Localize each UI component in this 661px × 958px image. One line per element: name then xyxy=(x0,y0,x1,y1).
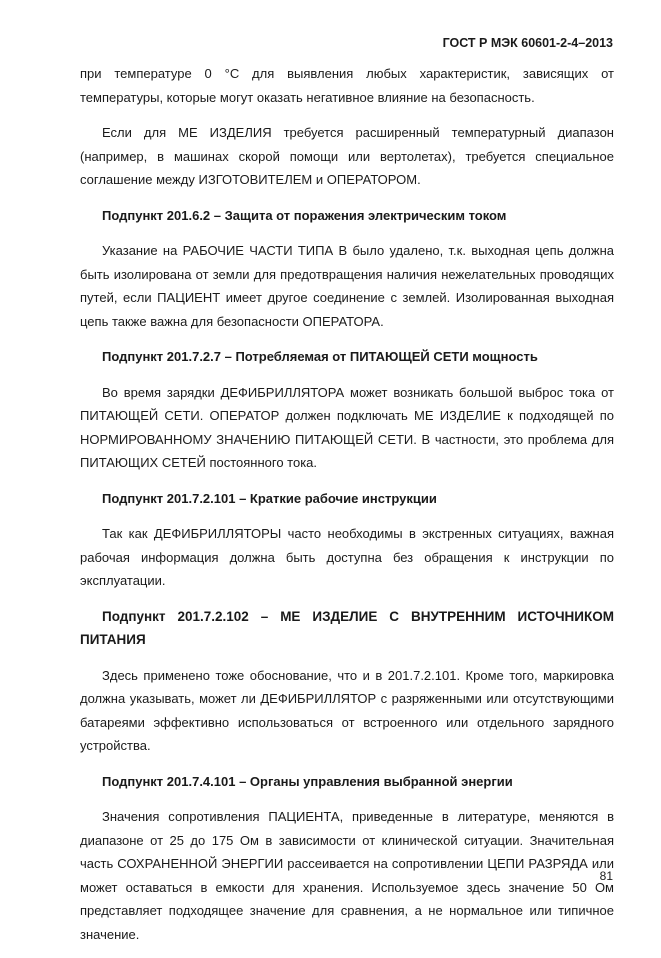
paragraph: Здесь применено тоже обоснование, что и в 201.7.2.101. Кроме того, маркировка должна указывать, может ли ДЕФИБРИЛЛЯТОР с разряженными или отсутствующими батареями эффективно использоваться от встроенного или отдельного зарядного устройства. xyxy=(80,667,614,753)
paragraph: при температуре 0 °С для выявления любых характеристик, зависящих от температуры, которые могут оказать негативное влияние на безопасность. xyxy=(80,66,614,105)
paragraph: Указание на РАБОЧИЕ ЧАСТИ ТИПА В было удалено, т.к. выходная цепь должна быть изолирована от земли для предотвращения наличия нежелательных проводящих путей, если ПАЦИЕНТ имеет другое соединение с землей. Изолированная выходная цепь также важна для безопасности ОПЕРАТОРА. xyxy=(80,243,614,329)
section-heading: Подпункт 201.7.2.102 – МЕ ИЗДЕЛИЕ С ВНУТРЕННИМ ИСТОЧНИКОМ ПИТАНИЯ xyxy=(80,608,614,647)
section-heading: Подпункт 201.7.4.101 – Органы управления выбранной энергии xyxy=(102,773,513,789)
paragraph: Во время зарядки ДЕФИБРИЛЛЯТОРА может возникать большой выброс тока от ПИТАЮЩЕЙ СЕТИ. ОПЕРАТОР должен подключать МЕ ИЗДЕЛИЕ к подходящей по НОРМИРОВАННОМУ ЗНАЧЕНИЮ ПИТАЮЩЕЙ СЕТИ. В частности, это проблема для ПИТАЮЩИХ СЕТЕЙ постоянного тока. xyxy=(80,384,614,470)
section-heading: Подпункт 201.7.2.7 – Потребляемая от ПИТАЮЩЕЙ СЕТИ мощность xyxy=(102,349,538,364)
document-id: ГОСТ Р МЭК 60601-2-4–2013 xyxy=(442,36,613,50)
paragraph: Так как ДЕФИБРИЛЛЯТОРЫ часто необходимы в экстренных ситуациях, важная рабочая информация должна быть доступна без обращения к инструкции по эксплуатации. xyxy=(80,526,614,588)
section-heading: Подпункт 201.6.2 – Защита от поражения электрическим током xyxy=(102,207,507,223)
page-number: 81 xyxy=(599,869,613,883)
paragraph: Если для МЕ ИЗДЕЛИЯ требуется расширенный температурный диапазон (например, в машинах скорой помощи или вертолетах), требуется специальное соглашение между ИЗГОТОВИТЕЛЕМ и ОПЕРАТОРОМ. xyxy=(80,125,614,187)
page-body xyxy=(80,62,614,958)
section-heading: Подпункт 201.7.2.101 – Краткие рабочие инструкции xyxy=(102,490,437,506)
paragraph: Значения сопротивления ПАЦИЕНТА, приведенные в литературе, меняются в диапазоне от 25 до 175 Ом в зависимости от клинической ситуации. Значительная часть СОХРАНЕННОЙ ЭНЕРГИИ рассеивается на сопротивлении ЦЕПИ РАЗРЯДА или может оставаться в емкости для хранения. Используемое здесь значение 50 Ом представляет подходящее значение для сравнения, а не нормальное или типичное значение. xyxy=(80,809,614,942)
